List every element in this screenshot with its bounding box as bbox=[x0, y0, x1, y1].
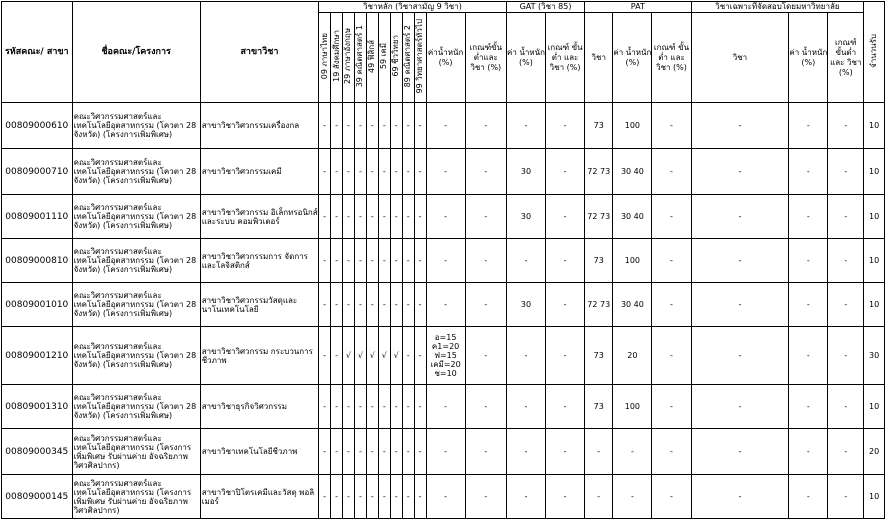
row-pat-subject: 73 bbox=[585, 239, 613, 283]
row-subject-mark: - bbox=[390, 385, 402, 429]
row-pat-weight: 100 bbox=[613, 103, 652, 149]
row-major: สาขาวิชาเทคโนโลยีชีวภาพ bbox=[200, 429, 318, 475]
row-gat-weight: 30 bbox=[506, 149, 545, 195]
row-gat-weight: - bbox=[506, 103, 545, 149]
row-main-weight: อ=15 ค1=20 ฟ=15 เคมี=20 ช=10 bbox=[426, 327, 465, 385]
row-subject-mark: - bbox=[390, 149, 402, 195]
row-subject-mark: - bbox=[378, 475, 390, 519]
row-subject-mark: - bbox=[319, 283, 331, 327]
row-gat-weight: - bbox=[506, 475, 545, 519]
row-pat-weight: 30 40 bbox=[613, 149, 652, 195]
header-subject: 59 เคมี bbox=[378, 13, 390, 103]
row-subject-mark: - bbox=[319, 149, 331, 195]
row-subject-mark: - bbox=[319, 103, 331, 149]
row-pat-min: - bbox=[652, 195, 691, 239]
row-code: 00809001110 bbox=[2, 195, 73, 239]
row-subject-mark: - bbox=[402, 429, 414, 475]
row-subject-mark: - bbox=[402, 475, 414, 519]
table-row bbox=[2, 283, 885, 327]
header-subject: 99 วิทยาศาสตร์ทั่วไป bbox=[414, 13, 426, 103]
row-special-min: - bbox=[828, 327, 864, 385]
row-main-min: - bbox=[465, 149, 506, 195]
row-major: สาขาวิชาธุรกิจวิศวกรรม bbox=[200, 385, 318, 429]
row-code: 00809001310 bbox=[2, 385, 73, 429]
row-subject-mark: - bbox=[390, 283, 402, 327]
row-special-weight: - bbox=[789, 475, 828, 519]
row-major: สาขาวิชาวิศวกรรม อิเล็กทรอนิกส์และระบบ คอมพิวเตอร์ bbox=[200, 195, 318, 239]
row-pat-weight: - bbox=[613, 429, 652, 475]
row-subject-mark: √ bbox=[378, 327, 390, 385]
row-special-subject: - bbox=[691, 283, 789, 327]
row-code: 00809000610 bbox=[2, 103, 73, 149]
row-gat-min: - bbox=[546, 327, 585, 385]
row-gat-min: - bbox=[546, 239, 585, 283]
row-pat-subject: 73 bbox=[585, 103, 613, 149]
row-main-weight: - bbox=[426, 283, 465, 327]
row-gat-weight: - bbox=[506, 239, 545, 283]
row-gat-min: - bbox=[546, 149, 585, 195]
header-pat-subject: วิชา bbox=[585, 13, 613, 103]
row-special-min: - bbox=[828, 385, 864, 429]
row-subject-mark: - bbox=[342, 149, 354, 195]
row-gat-min: - bbox=[546, 103, 585, 149]
row-subject-mark: - bbox=[390, 103, 402, 149]
row-faculty: คณะวิศวกรรมศาสตร์และ เทคโนโลยีอุตสาหกรรม (โครงการเพิ่มพิเศษ รับผ่านค่าย อัจฉริยภาพวิศวศิลปากร) bbox=[72, 429, 200, 475]
row-pat-subject: - bbox=[585, 475, 613, 519]
row-subject-mark: - bbox=[354, 149, 366, 195]
row-subject-mark: - bbox=[342, 385, 354, 429]
row-special-weight: - bbox=[789, 149, 828, 195]
row-main-min: - bbox=[465, 327, 506, 385]
row-special-min: - bbox=[828, 195, 864, 239]
row-subject-mark: - bbox=[354, 195, 366, 239]
row-special-weight: - bbox=[789, 327, 828, 385]
row-faculty: คณะวิศวกรรมศาสตร์และ เทคโนโลยีอุตสาหกรรม (โควตา 28 จังหวัด) (โครงการเพิ่มพิเศษ) bbox=[72, 195, 200, 239]
table-row bbox=[2, 149, 885, 195]
row-subject-mark: - bbox=[342, 103, 354, 149]
header-subject: 39 คณิตศาสตร์ 1 bbox=[354, 13, 366, 103]
row-subject-mark: - bbox=[354, 429, 366, 475]
row-subject-mark: - bbox=[319, 429, 331, 475]
row-faculty: คณะวิศวกรรมศาสตร์และ เทคโนโลยีอุตสาหกรรม (โควตา 28 จังหวัด) (โครงการเพิ่มพิเศษ) bbox=[72, 385, 200, 429]
row-subject-mark: - bbox=[331, 195, 343, 239]
row-subject-mark: - bbox=[402, 327, 414, 385]
row-faculty: คณะวิศวกรรมศาสตร์และ เทคโนโลยีอุตสาหกรรม (โควตา 28 จังหวัด) (โครงการเพิ่มพิเศษ) bbox=[72, 283, 200, 327]
row-subject-mark: - bbox=[366, 385, 378, 429]
row-subject-mark: - bbox=[331, 475, 343, 519]
row-subject-mark: - bbox=[378, 385, 390, 429]
row-pat-subject: 73 bbox=[585, 327, 613, 385]
row-special-weight: - bbox=[789, 283, 828, 327]
row-subject-mark: - bbox=[378, 429, 390, 475]
row-code: 00809000810 bbox=[2, 239, 73, 283]
row-main-weight: - bbox=[426, 149, 465, 195]
row-seats: 10 bbox=[864, 283, 885, 327]
row-subject-mark: - bbox=[414, 239, 426, 283]
header-group-gat: GAT (วิชา 85) bbox=[506, 2, 584, 13]
row-subject-mark: - bbox=[414, 385, 426, 429]
row-special-min: - bbox=[828, 149, 864, 195]
row-code: 00809000345 bbox=[2, 429, 73, 475]
row-gat-min: - bbox=[546, 385, 585, 429]
row-main-min: - bbox=[465, 429, 506, 475]
row-subject-mark: - bbox=[378, 103, 390, 149]
row-main-weight: - bbox=[426, 195, 465, 239]
row-subject-mark: - bbox=[402, 283, 414, 327]
row-subject-mark: - bbox=[342, 429, 354, 475]
row-subject-mark: - bbox=[402, 195, 414, 239]
row-subject-mark: - bbox=[331, 103, 343, 149]
row-special-min: - bbox=[828, 239, 864, 283]
header-faculty: ชื่อคณะ/โครงการ bbox=[72, 2, 200, 103]
row-main-weight: - bbox=[426, 429, 465, 475]
row-code: 00809001210 bbox=[2, 327, 73, 385]
row-special-subject: - bbox=[691, 385, 789, 429]
row-main-min: - bbox=[465, 475, 506, 519]
row-subject-mark: - bbox=[342, 475, 354, 519]
row-pat-weight: 30 40 bbox=[613, 195, 652, 239]
row-main-weight: - bbox=[426, 103, 465, 149]
header-subject: 19 สังคมศึกษา bbox=[331, 13, 343, 103]
row-seats: 20 bbox=[864, 429, 885, 475]
row-subject-mark: - bbox=[319, 385, 331, 429]
row-pat-weight: 30 40 bbox=[613, 283, 652, 327]
row-special-min: - bbox=[828, 283, 864, 327]
row-pat-min: - bbox=[652, 283, 691, 327]
header-subject: 49 ฟิสิกส์ bbox=[366, 13, 378, 103]
row-gat-min: - bbox=[546, 195, 585, 239]
row-gat-weight: - bbox=[506, 429, 545, 475]
row-subject-mark: - bbox=[402, 239, 414, 283]
row-subject-mark: - bbox=[342, 239, 354, 283]
row-subject-mark: - bbox=[319, 327, 331, 385]
row-gat-min: - bbox=[546, 283, 585, 327]
row-faculty: คณะวิศวกรรมศาสตร์และ เทคโนโลยีอุตสาหกรรม (โครงการเพิ่มพิเศษ รับผ่านค่าย อัจฉริยภาพวิศวศิลปากร) bbox=[72, 475, 200, 519]
row-main-min: - bbox=[465, 385, 506, 429]
row-pat-min: - bbox=[652, 327, 691, 385]
row-subject-mark: - bbox=[378, 195, 390, 239]
row-special-subject: - bbox=[691, 239, 789, 283]
row-main-weight: - bbox=[426, 475, 465, 519]
row-subject-mark: - bbox=[414, 475, 426, 519]
row-code: 00809000145 bbox=[2, 475, 73, 519]
row-pat-subject: 73 bbox=[585, 385, 613, 429]
row-subject-mark: - bbox=[331, 327, 343, 385]
header-group-special: วิชาเฉพาะที่จัดสอบโดยมหาวิทยาลัย bbox=[691, 2, 864, 13]
row-subject-mark: - bbox=[414, 103, 426, 149]
row-major: สาขาวิชาวิศวกรรมเคมี bbox=[200, 149, 318, 195]
row-special-min: - bbox=[828, 475, 864, 519]
row-special-subject: - bbox=[691, 429, 789, 475]
header-subject: 69 ชีววิทยา bbox=[390, 13, 402, 103]
row-subject-mark: - bbox=[366, 429, 378, 475]
row-seats: 10 bbox=[864, 149, 885, 195]
row-pat-min: - bbox=[652, 385, 691, 429]
table-row bbox=[2, 327, 885, 385]
row-pat-min: - bbox=[652, 429, 691, 475]
row-subject-mark: - bbox=[366, 195, 378, 239]
row-subject-mark: - bbox=[366, 239, 378, 283]
row-subject-mark: - bbox=[354, 283, 366, 327]
row-subject-mark: - bbox=[319, 475, 331, 519]
row-major: สาขาวิชาวิศวกรรมวัสดุและ นาโนเทคโนโลยี bbox=[200, 283, 318, 327]
row-code: 00809000710 bbox=[2, 149, 73, 195]
row-subject-mark: - bbox=[414, 283, 426, 327]
row-gat-weight: - bbox=[506, 385, 545, 429]
row-subject-mark: - bbox=[331, 385, 343, 429]
header-special-weight: ค่า น้ำหนัก (%) bbox=[789, 13, 828, 103]
table-row bbox=[2, 239, 885, 283]
row-subject-mark: √ bbox=[354, 327, 366, 385]
row-special-weight: - bbox=[789, 239, 828, 283]
row-gat-min: - bbox=[546, 475, 585, 519]
row-special-subject: - bbox=[691, 195, 789, 239]
row-pat-min: - bbox=[652, 239, 691, 283]
row-subject-mark: √ bbox=[342, 327, 354, 385]
row-subject-mark: - bbox=[390, 475, 402, 519]
header-subject: 29 ภาษาอังกฤษ bbox=[342, 13, 354, 103]
row-subject-mark: - bbox=[378, 239, 390, 283]
row-gat-weight: - bbox=[506, 327, 545, 385]
row-gat-weight: 30 bbox=[506, 195, 545, 239]
row-code: 00809001010 bbox=[2, 283, 73, 327]
table-row bbox=[2, 195, 885, 239]
row-faculty: คณะวิศวกรรมศาสตร์และ เทคโนโลยีอุตสาหกรรม (โควตา 28 จังหวัด) (โครงการเพิ่มพิเศษ) bbox=[72, 149, 200, 195]
row-faculty: คณะวิศวกรรมศาสตร์และ เทคโนโลยีอุตสาหกรรม (โควตา 28 จังหวัด) (โครงการเพิ่มพิเศษ) bbox=[72, 103, 200, 149]
row-special-weight: - bbox=[789, 195, 828, 239]
row-pat-subject: 72 73 bbox=[585, 283, 613, 327]
row-gat-weight: 30 bbox=[506, 283, 545, 327]
row-subject-mark: - bbox=[366, 103, 378, 149]
row-major: สาขาวิชาวิศวกรรม กระบวนการชีวภาพ bbox=[200, 327, 318, 385]
row-special-weight: - bbox=[789, 429, 828, 475]
row-subject-mark: - bbox=[366, 283, 378, 327]
row-subject-mark: - bbox=[390, 239, 402, 283]
row-subject-mark: - bbox=[378, 149, 390, 195]
row-main-weight: - bbox=[426, 239, 465, 283]
header-gat-weight: ค่า น้ำหนัก (%) bbox=[506, 13, 545, 103]
row-subject-mark: - bbox=[402, 103, 414, 149]
row-subject-mark: - bbox=[390, 195, 402, 239]
row-subject-mark: - bbox=[366, 149, 378, 195]
table-row bbox=[2, 429, 885, 475]
row-seats: 10 bbox=[864, 475, 885, 519]
header-group-main: วิชาหลัก (วิชาสามัญ 9 วิชา) bbox=[319, 2, 507, 13]
row-special-weight: - bbox=[789, 385, 828, 429]
header-pat-min: เกณฑ์ ขั้นต่ำ และ วิชา (%) bbox=[652, 13, 691, 103]
row-special-subject: - bbox=[691, 149, 789, 195]
row-gat-min: - bbox=[546, 429, 585, 475]
row-subject-mark: - bbox=[354, 385, 366, 429]
row-special-subject: - bbox=[691, 475, 789, 519]
row-subject-mark: - bbox=[378, 283, 390, 327]
row-subject-mark: - bbox=[331, 239, 343, 283]
row-special-min: - bbox=[828, 429, 864, 475]
row-subject-mark: - bbox=[354, 239, 366, 283]
row-subject-mark: - bbox=[402, 385, 414, 429]
row-main-min: - bbox=[465, 283, 506, 327]
header-special-subject: วิชา bbox=[691, 13, 789, 103]
row-pat-weight: 100 bbox=[613, 239, 652, 283]
row-pat-weight: 20 bbox=[613, 327, 652, 385]
row-subject-mark: - bbox=[414, 149, 426, 195]
row-subject-mark: √ bbox=[390, 327, 402, 385]
row-seats: 30 bbox=[864, 327, 885, 385]
row-pat-weight: 100 bbox=[613, 385, 652, 429]
row-major: สาขาวิชาวิศวกรรมการ จัดการและโลจิสติกส์ bbox=[200, 239, 318, 283]
row-subject-mark: - bbox=[414, 327, 426, 385]
row-subject-mark: - bbox=[342, 195, 354, 239]
header-subject: 09 ภาษาไทย bbox=[319, 13, 331, 103]
row-pat-min: - bbox=[652, 475, 691, 519]
row-main-min: - bbox=[465, 195, 506, 239]
header-major: สาขาวิชา bbox=[200, 2, 318, 103]
table-row bbox=[2, 475, 885, 519]
row-subject-mark: - bbox=[414, 195, 426, 239]
row-subject-mark: - bbox=[354, 475, 366, 519]
row-main-weight: - bbox=[426, 385, 465, 429]
header-gat-min: เกณฑ์ ขั้นต่ำ และ วิชา (%) bbox=[546, 13, 585, 103]
header-main-min: เกณฑ์ขั้นต่ำและ วิชา (%) bbox=[465, 13, 506, 103]
row-subject-mark: - bbox=[331, 429, 343, 475]
admission-table bbox=[1, 1, 885, 519]
header-pat-weight: ค่า น้ำหนัก (%) bbox=[613, 13, 652, 103]
header-main-weight: ค่าน้ำหนัก (%) bbox=[426, 13, 465, 103]
row-special-subject: - bbox=[691, 327, 789, 385]
row-subject-mark: - bbox=[402, 149, 414, 195]
row-subject-mark: - bbox=[319, 239, 331, 283]
row-faculty: คณะวิศวกรรมศาสตร์และ เทคโนโลยีอุตสาหกรรม (โควตา 28 จังหวัด) (โครงการเพิ่มพิเศษ) bbox=[72, 239, 200, 283]
row-subject-mark: - bbox=[366, 475, 378, 519]
row-seats: 10 bbox=[864, 385, 885, 429]
row-pat-subject: 72 73 bbox=[585, 195, 613, 239]
header-code: รหัสคณะ/ สาขา bbox=[2, 2, 73, 103]
row-seats: 10 bbox=[864, 239, 885, 283]
row-subject-mark: - bbox=[414, 429, 426, 475]
row-special-weight: - bbox=[789, 103, 828, 149]
row-subject-mark: - bbox=[319, 195, 331, 239]
row-subject-mark: √ bbox=[366, 327, 378, 385]
row-subject-mark: - bbox=[354, 103, 366, 149]
table-row bbox=[2, 385, 885, 429]
table-row bbox=[2, 103, 885, 149]
row-seats: 10 bbox=[864, 103, 885, 149]
row-subject-mark: - bbox=[331, 149, 343, 195]
row-major: สาขาวิชาวิศวกรรมเครื่องกล bbox=[200, 103, 318, 149]
header-subject: 89 คณิตศาสตร์ 2 bbox=[402, 13, 414, 103]
row-special-subject: - bbox=[691, 103, 789, 149]
row-subject-mark: - bbox=[342, 283, 354, 327]
row-subject-mark: - bbox=[331, 283, 343, 327]
row-pat-min: - bbox=[652, 103, 691, 149]
row-main-min: - bbox=[465, 239, 506, 283]
row-pat-weight: - bbox=[613, 475, 652, 519]
header-special-min: เกณฑ์ ขั้นต่ำ และ วิชา (%) bbox=[828, 13, 864, 103]
row-subject-mark: - bbox=[390, 429, 402, 475]
row-seats: 10 bbox=[864, 195, 885, 239]
row-main-min: - bbox=[465, 103, 506, 149]
header-seats: จำนวนรับ bbox=[864, 2, 885, 103]
row-pat-min: - bbox=[652, 149, 691, 195]
row-pat-subject: 72 73 bbox=[585, 149, 613, 195]
header-group-pat: PAT bbox=[585, 2, 691, 13]
row-faculty: คณะวิศวกรรมศาสตร์และ เทคโนโลยีอุตสาหกรรม (โควตา 28 จังหวัด) (โครงการเพิ่มพิเศษ) bbox=[72, 327, 200, 385]
row-special-min: - bbox=[828, 103, 864, 149]
row-pat-subject: - bbox=[585, 429, 613, 475]
row-major: สาขาวิชาปิโตรเคมีและวัสดุ พอลิเมอร์ bbox=[200, 475, 318, 519]
